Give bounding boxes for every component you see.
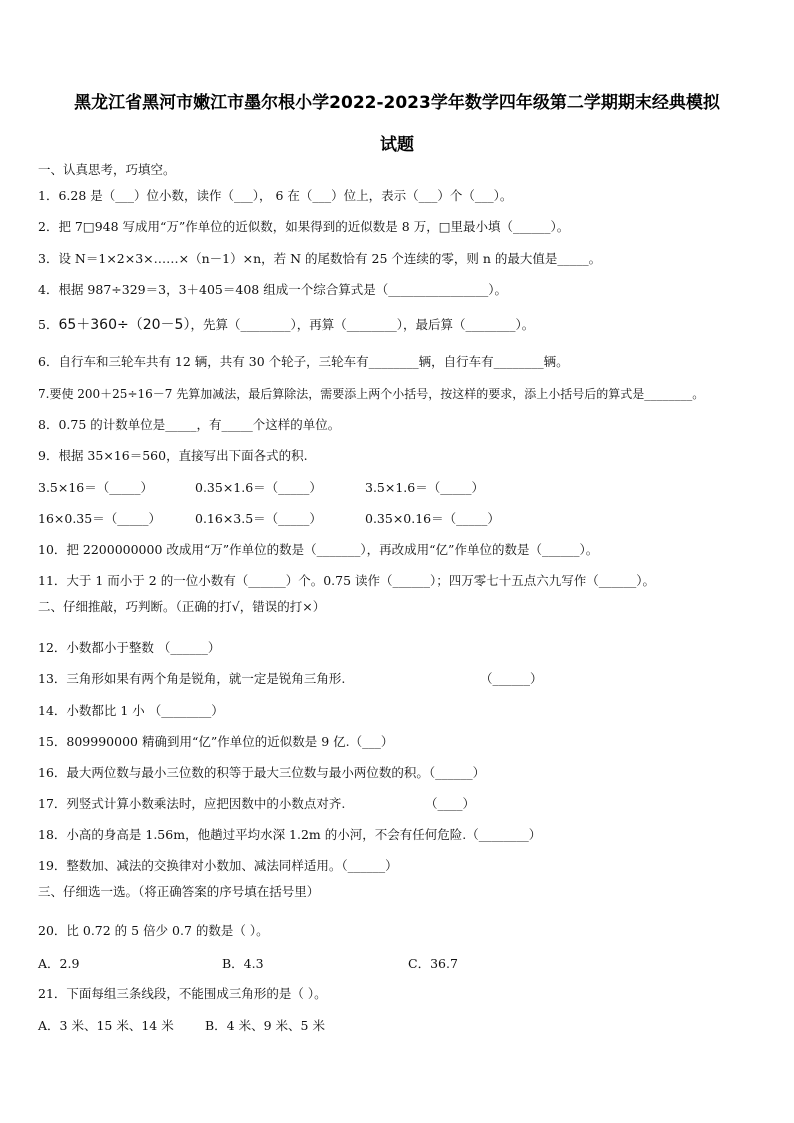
question-9-item: 3.5×16＝（_____） xyxy=(38,480,154,495)
question-5-formula: 65＋360÷（20－5） xyxy=(58,317,191,333)
question-6: 6．自行车和三轮车共有 12 辆，共有 30 个轮子，三轮车有________辆，自行车有________辆。 xyxy=(38,354,569,369)
question-20-option-a: A．2.9 xyxy=(38,956,80,971)
question-16: 16．最大两位数与最小三位数的积等于最大三位数与最小两位数的积。（______） xyxy=(38,765,486,780)
question-21-option-b: B．4 米、9 米、5 米 xyxy=(205,1018,325,1033)
question-2: 2．把 7□948 写成用“万”作单位的近似数，如果得到的近似数是 8 万，□里最小填（______）。 xyxy=(38,219,570,234)
question-5-text: ，先算（________），再算（________），最后算（________）。 xyxy=(190,317,535,332)
question-5 xyxy=(38,316,534,334)
question-15: 15．809990000 精确到用“亿”作单位的近似数是 9 亿.（___） xyxy=(38,734,394,749)
question-13-answer-blank: （______） xyxy=(480,671,543,686)
question-13: 13．三角形如果有两个角是锐角，就一定是锐角三角形. xyxy=(38,671,346,686)
exam-title-line1: 黑龙江省黑河市嫩江市墨尔根小学2022-2023学年数学四年级第二学期期末经典模拟 xyxy=(74,93,720,113)
question-4: 4．根据 987÷329＝3，3＋405＝408 组成一个综合算式是（________________）。 xyxy=(38,282,507,297)
question-10: 10．把 2200000000 改成用“万”作单位的数是（_______），再改成用“亿”作单位的数是（______）。 xyxy=(38,542,599,557)
question-14: 14．小数都比 1 小 （________） xyxy=(38,703,224,718)
question-5-number: 5． xyxy=(38,317,59,332)
question-3: 3．设 N＝1×2×3×……×（n－1）×n，若 N 的尾数恰有 25 个连续的零，则 n 的最大值是_____。 xyxy=(38,251,602,266)
question-20-option-c: C．36.7 xyxy=(408,956,458,971)
question-20: 20．比 0.72 的 5 倍少 0.7 的数是（ ）。 xyxy=(38,923,269,938)
question-9-item: 16×0.35＝（_____） xyxy=(38,511,161,526)
question-21: 21．下面每组三条线段，不能围成三角形的是（ ）。 xyxy=(38,986,327,1001)
question-17-answer-blank: （____） xyxy=(425,796,476,811)
question-11: 11．大于 1 而小于 2 的一位小数有（______）个。0.75 读作（______）；四万零七十五点六九写作（______）。 xyxy=(38,573,656,588)
exam-title-line2: 试题 xyxy=(380,135,414,155)
question-17: 17．列竖式计算小数乘法时，应把因数中的小数点对齐. xyxy=(38,796,346,811)
question-7: 7.要使 200＋25÷16－7 先算加减法，最后算除法，需要添上两个小括号，按这样的要求，添上小括号后的算式是________。 xyxy=(38,387,705,401)
section-2-heading: 二、仔细推敲，巧判断。（正确的打√，错误的打×） xyxy=(38,599,326,614)
question-20-option-b: B．4.3 xyxy=(222,956,264,971)
question-9-item: 3.5×1.6＝（_____） xyxy=(365,480,484,495)
question-9-item: 0.16×3.5＝（_____） xyxy=(195,511,322,526)
question-21-option-a: A．3 米、15 米、14 米 xyxy=(38,1018,174,1033)
question-1: 1．6.28 是（___）位小数，读作（___）， 6 在（___）位上，表示（___）个（___）。 xyxy=(38,188,513,203)
question-9: 9．根据 35×16＝560，直接写出下面各式的积. xyxy=(38,448,308,463)
question-19: 19．整数加、减法的交换律对小数加、减法同样适用。（______） xyxy=(38,858,398,873)
question-9-item: 0.35×0.16＝（_____） xyxy=(365,511,500,526)
section-1-heading: 一、认真思考，巧填空。 xyxy=(38,162,176,177)
section-3-heading: 三、仔细选一选。（将正确答案的序号填在括号里） xyxy=(38,884,320,899)
question-12: 12．小数都小于整数 （______） xyxy=(38,640,221,655)
question-8: 8．0.75 的计数单位是_____，有_____个这样的单位。 xyxy=(38,417,341,432)
question-18: 18．小高的身高是 1.56m，他趟过平均水深 1.2m 的小河，不会有任何危险.（________） xyxy=(38,827,542,842)
question-9-item: 0.35×1.6＝（_____） xyxy=(195,480,322,495)
